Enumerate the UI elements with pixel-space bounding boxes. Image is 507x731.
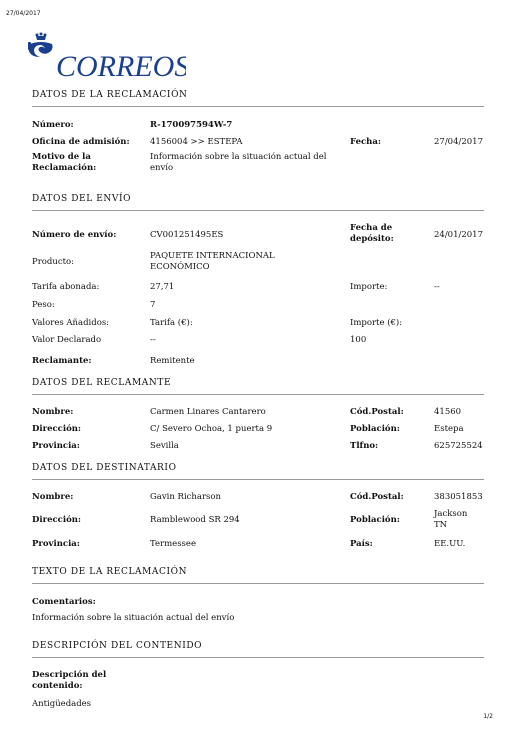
peso-label: Peso: [32,300,55,310]
destinatario-provincia-value: Termessee [150,539,196,549]
section-title-reclamante: DATOS DEL RECLAMANTE [32,378,172,388]
destinatario-pais-value: EE.UU. [434,539,466,549]
page-number: 1/2 [483,713,493,720]
descripcion-value: Antigüedades [32,699,92,709]
peso-value: 7 [150,300,156,310]
importe-label: Importe: [350,282,388,292]
destinatario-poblacion-value: Jackson TN [434,509,468,530]
section-title-texto: TEXTO DE LA RECLAMACIÓN [32,567,188,577]
motivo-label: Motivo de la Reclamación: [32,152,97,173]
reclamante-tlfno-value: 625725524 [434,441,483,451]
destinatario-provincia-label: Provincia: [32,539,80,549]
reclamante-cp-label: Cód.Postal: [350,407,404,417]
importe-eur-label: Importe (€): [350,318,403,328]
reclamante-nombre-label: Nombre: [32,407,74,417]
descripcion-label: Descripción del contenido: [32,670,107,691]
comentarios-label: Comentarios: [32,597,96,607]
importe-value: -- [434,282,440,292]
destinatario-cp-label: Cód.Postal: [350,492,404,502]
section-title-envio: DATOS DEL ENVÍO [32,194,132,204]
reclamante-provincia-value: Sevilla [150,441,179,451]
comentarios-value: Información sobre la situación actual del envío [32,613,235,623]
reclamante-value: Remitente [150,356,195,366]
section-divider [32,583,484,584]
section-divider [32,394,484,395]
destinatario-nombre-value: Gavin Richarson [150,492,221,502]
numero-label: Número: [32,120,74,130]
fecha-deposito-label: Fecha de depósito: [350,223,394,244]
destinatario-pais-label: País: [350,539,373,549]
reclamante-poblacion-value: Estepa [434,424,464,434]
producto-value: PAQUETE INTERNACIONAL ECONÓMICO [150,251,275,272]
tarifa-value: 27,71 [150,282,175,292]
reclamante-nombre-value: Carmen Linares Cantarero [150,407,266,417]
reclamante-direccion-label: Dirección: [32,424,82,434]
valores-label: Valores Añadidos: [32,318,110,328]
valor-declarado-label: Valor Declarado [32,335,102,345]
producto-label: Producto: [32,257,74,267]
valor-importe-value: 100 [350,335,367,345]
section-divider [32,479,484,480]
reclamante-cp-value: 41560 [434,407,462,417]
section-divider [32,106,484,107]
tarifa-eur-label: Tarifa (€): [150,318,193,328]
fecha-value: 27/04/2017 [434,137,483,147]
fecha-label: Fecha: [350,137,381,147]
correos-logo [26,32,186,80]
section-divider [32,210,484,211]
section-title-reclamacion: DATOS DE LA RECLAMACIÓN [32,90,188,100]
destinatario-cp-value: 383051853 [434,492,483,502]
reclamante-tlfno-label: Tlfno: [350,441,379,451]
oficina-label: Oficina de admisión: [32,137,130,147]
destinatario-nombre-label: Nombre: [32,492,74,502]
logo-wordmark: CORREOS [56,50,186,80]
destinatario-direccion-value: Ramblewood SR 294 [150,515,240,525]
reclamante-direccion-value: C/ Severo Ochoa, 1 puerta 9 [150,424,273,434]
reclamante-provincia-label: Provincia: [32,441,80,451]
destinatario-direccion-label: Dirección: [32,515,82,525]
destinatario-poblacion-label: Población: [350,515,400,525]
reclamante-poblacion-label: Población: [350,424,400,434]
numero-value: R-170097594W-7 [150,120,233,130]
numero-envio-label: Número de envío: [32,230,117,240]
print-date: 27/04/2017 [6,10,41,17]
fecha-deposito-value: 24/01/2017 [434,230,483,240]
oficina-value: 4156004 >> ESTEPA [150,137,243,147]
numero-envio-value: CV001251495ES [150,230,224,240]
tarifa-label: Tarifa abonada: [32,282,100,292]
section-divider [32,657,484,658]
motivo-value: Información sobre la situación actual del envío [150,152,327,173]
post-horn-crown-icon [26,32,186,80]
section-title-destinatario: DATOS DEL DESTINATARIO [32,463,177,473]
valor-declarado-value: -- [150,335,156,345]
reclamante-label: Reclamante: [32,356,92,366]
section-title-contenido: DESCRIPCIÓN DEL CONTENIDO [32,641,203,651]
